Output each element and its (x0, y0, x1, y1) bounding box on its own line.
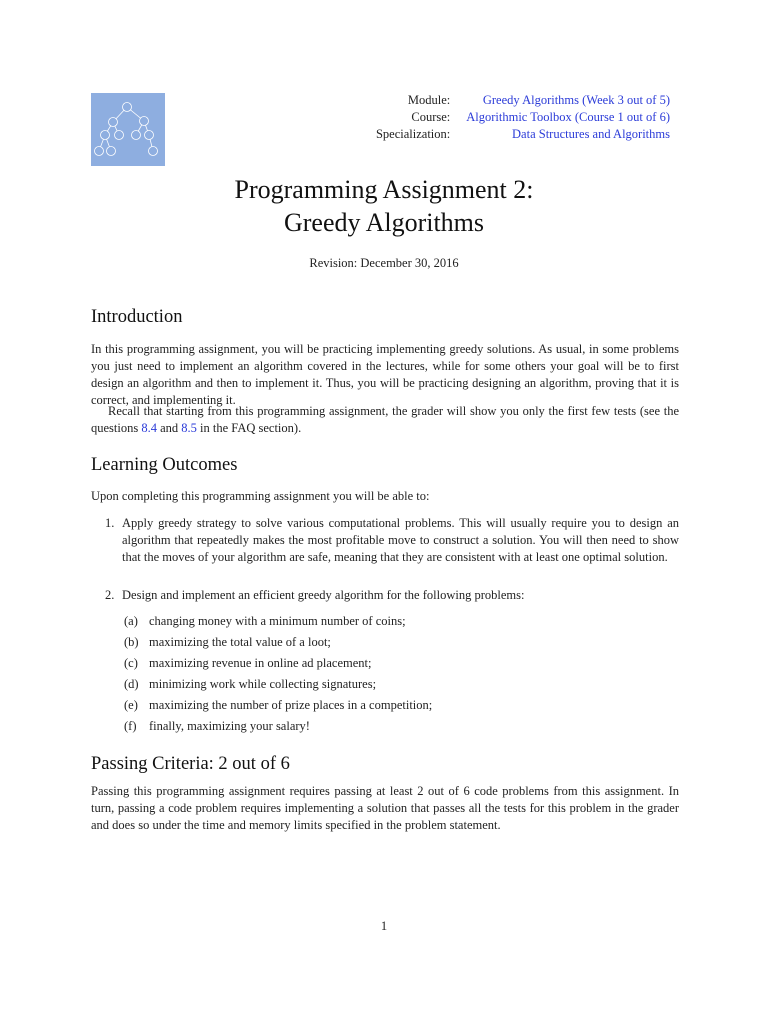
list-item (100, 515, 679, 566)
learning-outcomes-intro: Upon completing this programming assignment you will be able to: (91, 489, 430, 503)
meta-specialization-link[interactable]: Data Structures and Algorithms (512, 127, 670, 141)
page-number: 1 (380, 919, 388, 933)
meta-module-label: Module: (407, 93, 451, 107)
introduction-paragraph-1: In this programming assignment, you will be practicing implementing greedy solutions. As usual, in some problems you just need to implement an algorithm covered in the lectures, while for some others your goal will be to first design an algorithm and then to implement it. Thus, you will be practicing designing an algorithm, proving that it is correct, and implementing it. (91, 342, 679, 407)
introduction-paragraph-2 (91, 403, 679, 437)
list-item-number: 2. (105, 588, 115, 602)
intro-p2-text-c: in the FAQ section). (196, 421, 302, 435)
outcomes-list-2 (100, 587, 679, 604)
sublist-item-letter: (c) (124, 656, 138, 670)
list-item (100, 587, 679, 604)
meta-module-link[interactable]: Greedy Algorithms (Week 3 out of 5) (482, 93, 670, 107)
document-title (0, 173, 768, 239)
sublist-item (124, 697, 624, 718)
sublist-item (124, 655, 624, 676)
intro-p2-text-a: Recall that starting from this programming assignment, the grader will show you only the first few tests (see the questions (91, 404, 679, 435)
sublist-item-letter: (e) (124, 698, 138, 712)
sublist-item-text: changing money with a minimum number of coins; (149, 614, 406, 628)
meta-specialization-label: Specialization: (375, 127, 451, 141)
sublist-item-text: maximizing the total value of a loot; (149, 635, 331, 649)
sublist-item-text: minimizing work while collecting signatures; (149, 677, 377, 691)
sublist-item (124, 676, 624, 697)
revision-date: Revision: December 30, 2016 (309, 256, 459, 270)
outcomes-list (100, 515, 679, 566)
sublist-item-letter: (b) (124, 635, 139, 649)
sublist-item-text: maximizing the number of prize places in a competition; (149, 698, 433, 712)
faq-8-4-link[interactable]: 8.4 (141, 421, 157, 435)
list-item-number: 1. (105, 516, 115, 530)
learning-outcomes-heading: Learning Outcomes (91, 455, 238, 475)
list-item-text: Design and implement an efficient greedy algorithm for the following problems: (122, 588, 525, 602)
passing-criteria-paragraph: Passing this programming assignment requires passing at least 2 out of 6 code problems from this assignment. In turn, passing a code problem requires implementing a solution that passes all the tests for this problem in the grader and does so under the time and memory limits specified in the problem statement. (91, 784, 679, 832)
sublist-item-text: maximizing revenue in online ad placement; (149, 656, 372, 670)
sublist-item-letter: (a) (124, 614, 138, 628)
title-line-2: Greedy Algorithms (283, 208, 485, 237)
title-line-1: Programming Assignment 2: (234, 175, 534, 204)
list-item-text: Apply greedy strategy to solve various computational problems. This will usually require you to design an algorithm that repeatedly makes the most profitable move to construct a solution. You will then need to show that the moves of your algorithm are safe, meaning that they are consistent with at least one optimal solution. (122, 516, 679, 564)
binary-tree-logo-icon (91, 93, 165, 166)
course-meta (376, 92, 670, 143)
sublist-item (124, 718, 624, 739)
passing-criteria-heading: Passing Criteria: 2 out of 6 (91, 754, 290, 774)
introduction-heading: Introduction (91, 307, 183, 327)
sublist-item (124, 634, 624, 655)
course-logo (91, 93, 165, 166)
sublist-item (124, 613, 624, 634)
meta-course-link[interactable]: Algorithmic Toolbox (Course 1 out of 6) (466, 110, 670, 124)
sublist-item-letter: (f) (124, 719, 137, 733)
intro-p2-text-b: and (156, 421, 182, 435)
faq-8-5-link[interactable]: 8.5 (181, 421, 197, 435)
meta-course-label: Course: (411, 110, 451, 124)
problems-sublist (124, 613, 624, 739)
sublist-item-text: finally, maximizing your salary! (149, 719, 310, 733)
sublist-item-letter: (d) (124, 677, 139, 691)
